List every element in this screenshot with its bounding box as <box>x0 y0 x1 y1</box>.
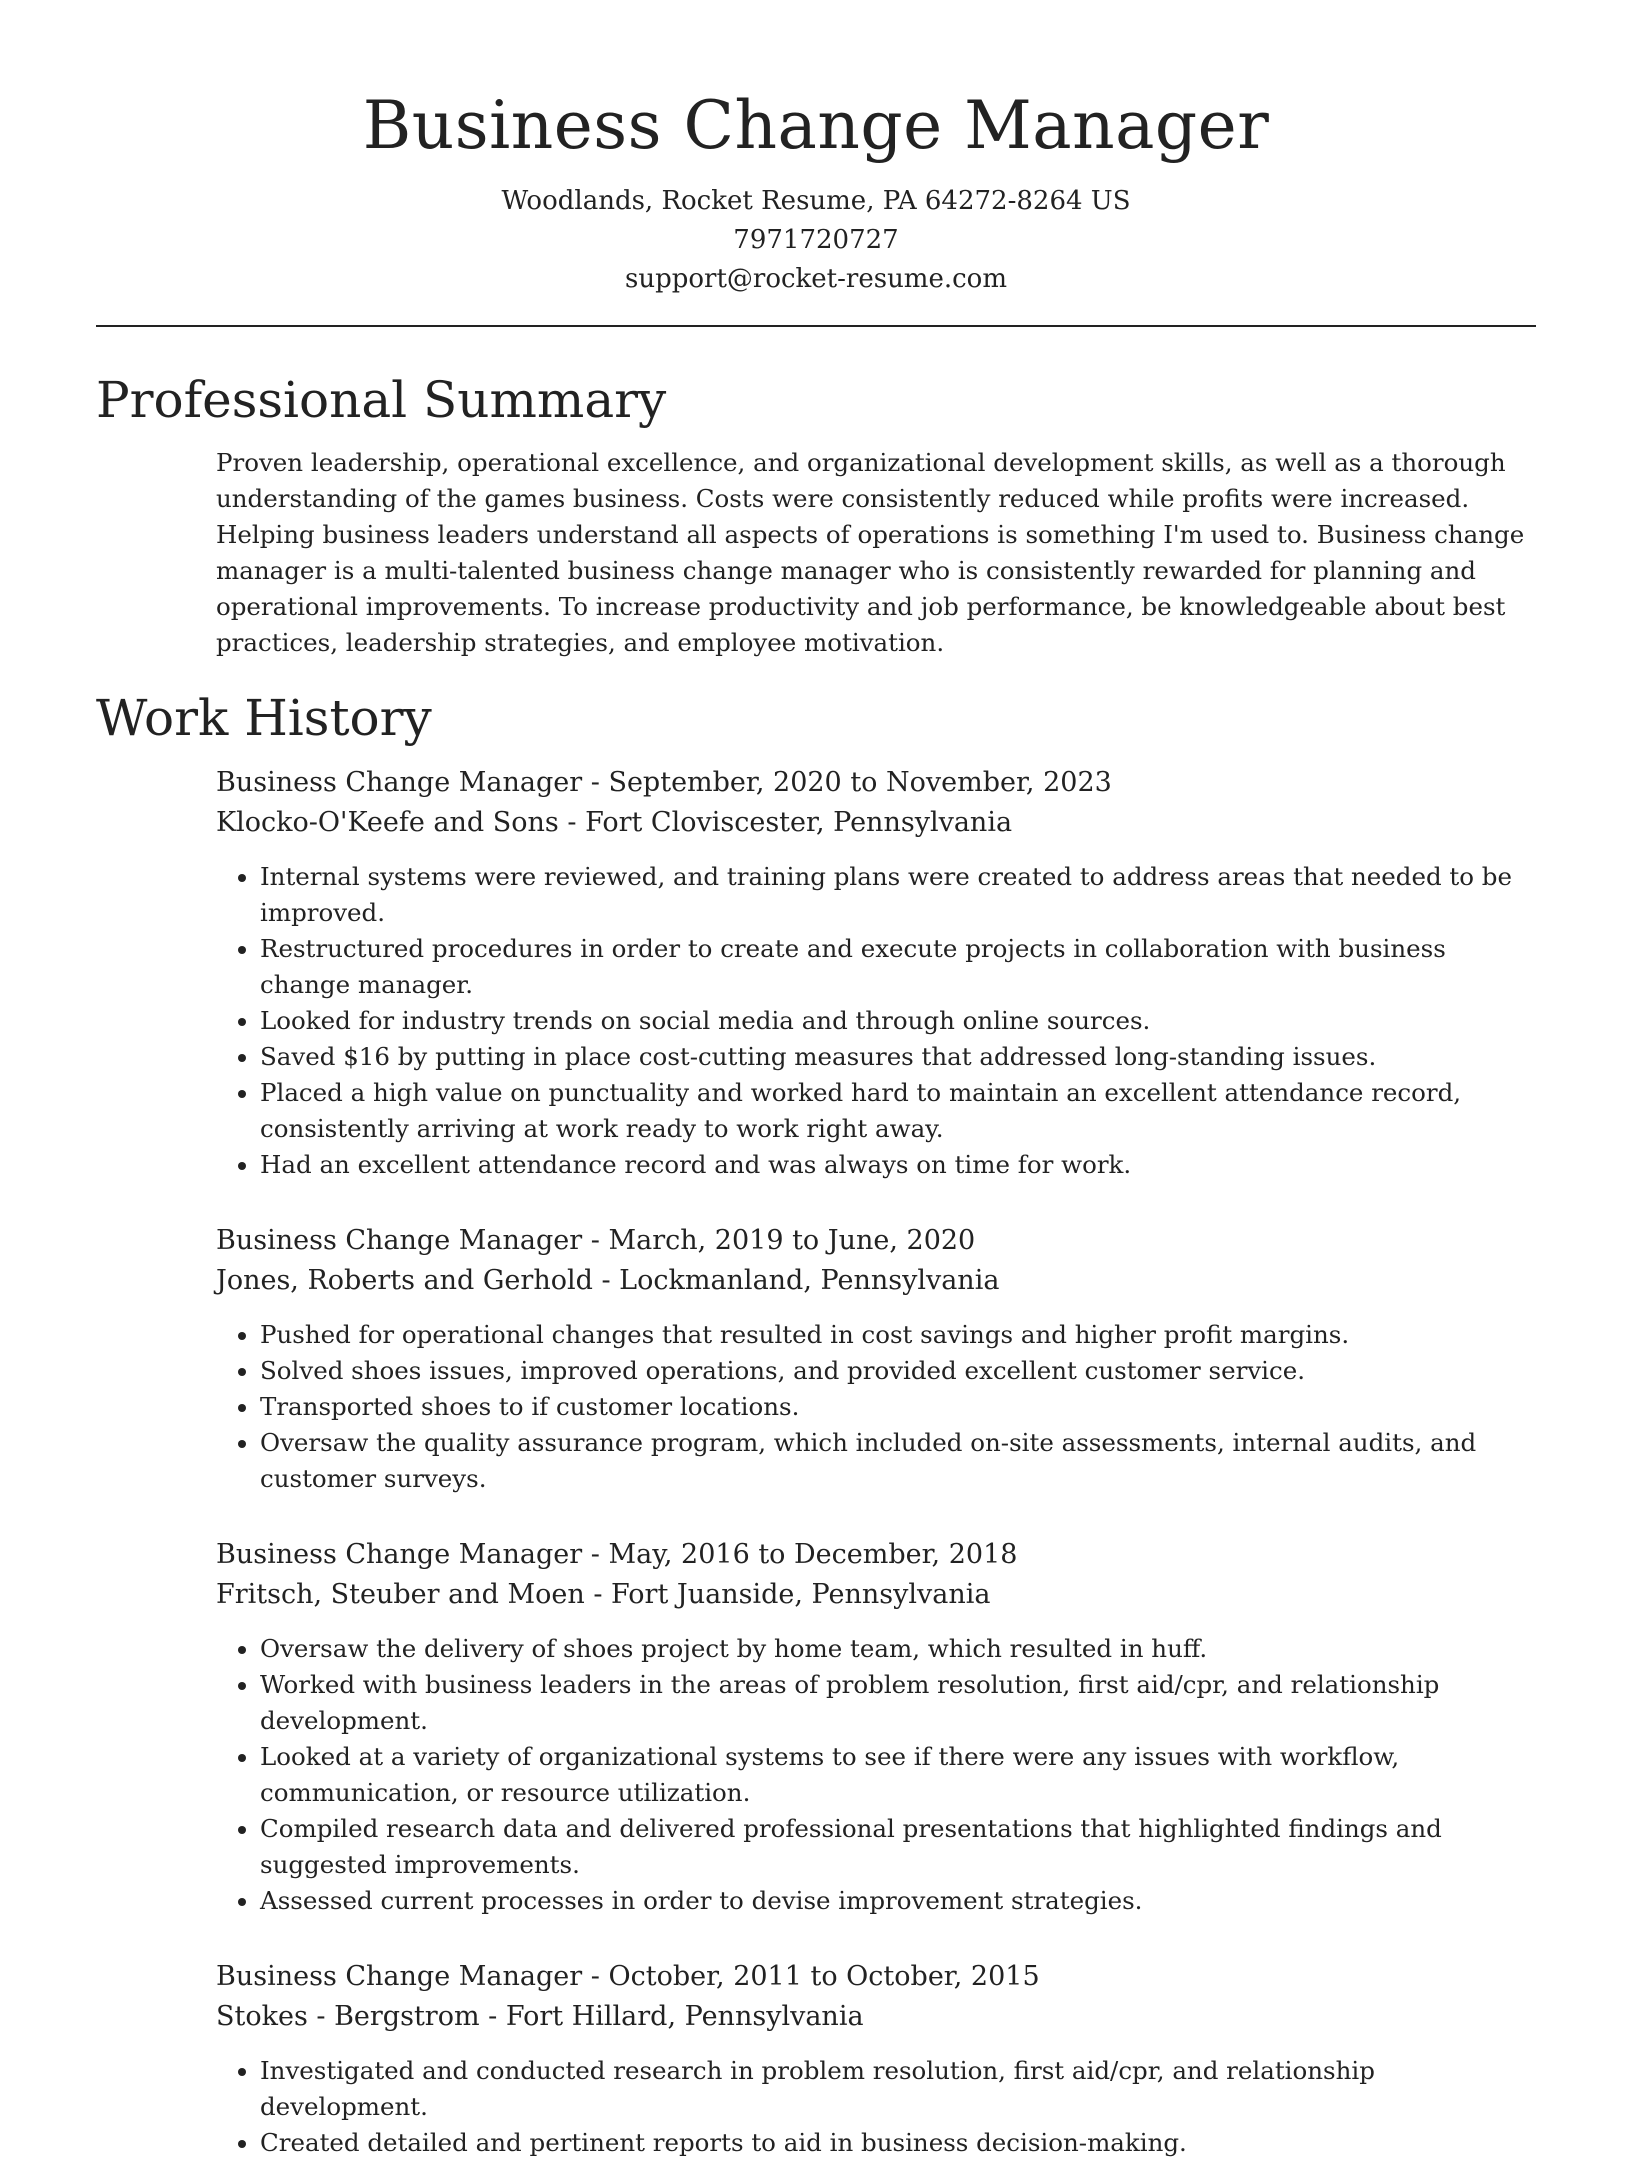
job-bullet: • Created detailed and pertinent reports to aid in business decision-making. <box>260 2125 1536 2161</box>
job-role-line <box>216 1957 1536 1997</box>
job-dates: - May, 2016 to December, 2018 <box>582 1539 1018 1570</box>
job-bullet: • Oversaw the delivery of shoes project by home team, which resulted in huff. <box>260 1631 1536 1667</box>
job-bullet: • Transported shoes to if customer locations. <box>260 1389 1536 1425</box>
job-bullet: • Compiled research data and delivered professional presentations that highlighted findings and suggested improvements. <box>260 1811 1536 1883</box>
resume-header <box>0 0 1632 299</box>
job-bullet: • Worked with business leaders in the areas of problem resolution, first aid/cpr, and relationship development. <box>260 1667 1536 1739</box>
job-location: - Fort Hillard, Pennsylvania <box>479 2001 864 2032</box>
contact-phone: 7971720727 <box>733 225 899 255</box>
contact-email: support@rocket-resume.com <box>624 264 1007 294</box>
job-bullets <box>216 1631 1536 1919</box>
job-location: - Fort Cloviscester, Pennsylvania <box>558 807 1013 838</box>
job-role: Business Change Manager <box>216 1961 583 1992</box>
job-company-line <box>216 1997 1536 2037</box>
job-role: Business Change Manager <box>216 1539 583 1570</box>
job-entry <box>216 763 1536 1183</box>
job-bullet: • Oversaw the quality assurance program, which included on-site assessments, internal audits, and customer surveys. <box>260 1425 1536 1497</box>
job-bullet: • Assessed current processes in order to devise improvement strategies. <box>260 1883 1536 1919</box>
job-bullet: • Investigated and conducted research in problem resolution, first aid/cpr, and relationship development. <box>260 2053 1536 2125</box>
job-entry <box>216 1535 1536 1919</box>
job-bullet: • Restructured procedures in order to create and execute projects in collaboration with business change manager. <box>260 931 1536 1003</box>
job-entry <box>216 1221 1536 1497</box>
job-company: Klocko-O'Keefe and Sons <box>216 807 559 838</box>
job-dates: - October, 2011 to October, 2015 <box>582 1961 1040 1992</box>
job-dates: - September, 2020 to November, 2023 <box>582 767 1112 798</box>
job-bullet: • Pushed for operational changes that resulted in cost savings and higher profit margins. <box>260 1317 1536 1353</box>
job-role: Business Change Manager <box>216 767 583 798</box>
job-role-line <box>216 1221 1536 1261</box>
job-bullet: • Saved $16 by putting in place cost-cutting measures that addressed long-standing issues. <box>260 1039 1536 1075</box>
job-bullets <box>216 859 1536 1183</box>
contact-address: Woodlands, Rocket Resume, PA 64272-8264 US <box>501 186 1131 216</box>
summary-heading: Professional Summary <box>96 371 667 429</box>
job-entry <box>216 1957 1536 2161</box>
job-bullets <box>216 2053 1536 2161</box>
candidate-title: Business Change Manager <box>362 87 1270 164</box>
summary-text: Proven leadership, operational excellence, and organizational development skills, as well as a thorough understanding of the games business. Costs were consistently reduced while profits were increased. Helping business leaders understand all aspects of operations is something I'm used to. Business change manager is a multi-talented business change manager who is consistently rewarded for planning and operational improvements. To increase productivity and job performance, be knowledgeable about best practices, leadership strategies, and employee motivation. <box>216 448 1525 657</box>
header-divider <box>96 325 1536 327</box>
job-location: - Lockmanland, Pennsylvania <box>592 1265 1000 1296</box>
job-bullet: • Internal systems were reviewed, and training plans were created to address areas that needed to be improved. <box>260 859 1536 931</box>
job-bullet: • Had an excellent attendance record and was always on time for work. <box>260 1147 1536 1183</box>
job-bullet: • Looked for industry trends on social media and through online sources. <box>260 1003 1536 1039</box>
job-company: Jones, Roberts and Gerhold <box>216 1265 593 1296</box>
work-history-heading: Work History <box>96 689 432 747</box>
job-role-line <box>216 1535 1536 1575</box>
work-history-list <box>216 763 1536 2161</box>
job-company-line <box>216 1261 1536 1301</box>
job-company-line <box>216 1575 1536 1615</box>
job-role-line <box>216 763 1536 803</box>
job-role: Business Change Manager <box>216 1225 583 1256</box>
job-bullet: • Looked at a variety of organizational systems to see if there were any issues with workflow, communication, or resource utilization. <box>260 1739 1536 1811</box>
job-company: Stokes - Bergstrom <box>216 2001 480 2032</box>
job-dates: - March, 2019 to June, 2020 <box>582 1225 976 1256</box>
job-company-line <box>216 803 1536 843</box>
contact-block <box>0 182 1632 299</box>
job-bullets <box>216 1317 1536 1497</box>
job-location: - Fort Juanside, Pennsylvania <box>584 1579 991 1610</box>
job-bullet: • Placed a high value on punctuality and worked hard to maintain an excellent attendance record, consistently arriving at work ready to work right away. <box>260 1075 1536 1147</box>
job-bullet: • Solved shoes issues, improved operations, and provided excellent customer service. <box>260 1353 1536 1389</box>
job-company: Fritsch, Steuber and Moen <box>216 1579 585 1610</box>
